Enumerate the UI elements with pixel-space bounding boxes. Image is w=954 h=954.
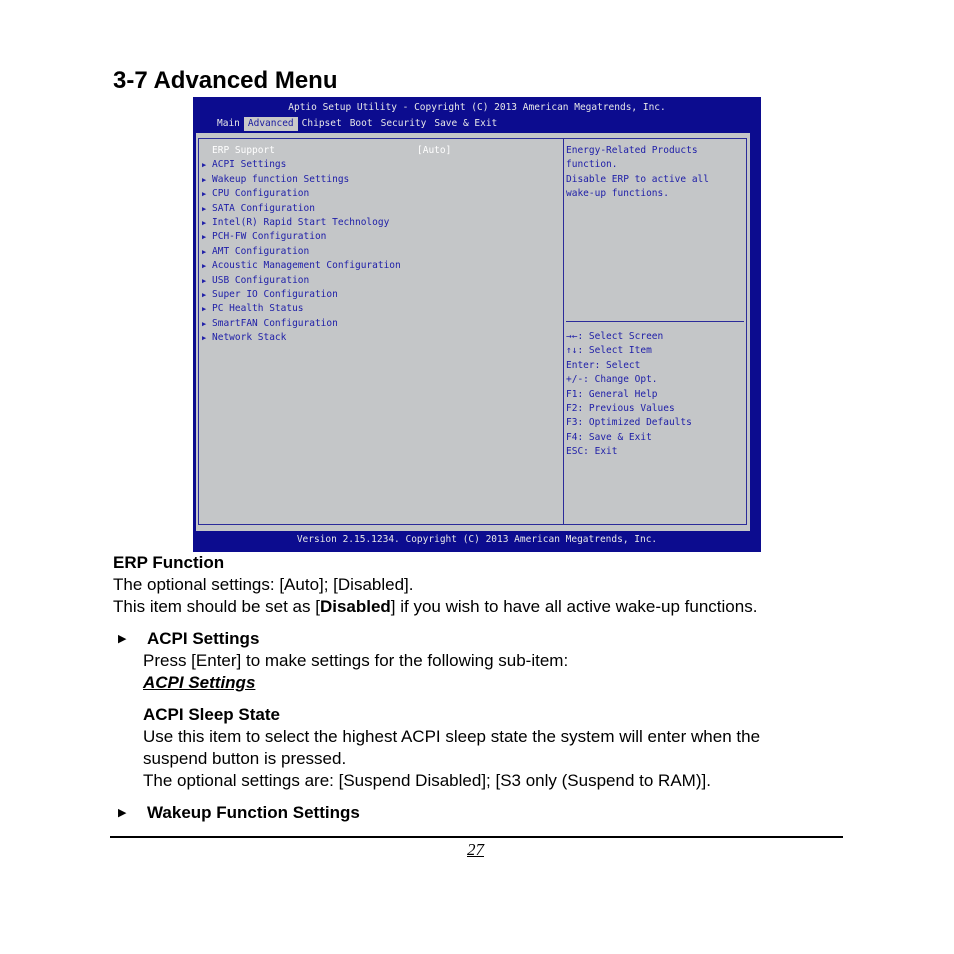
bios-menu-item[interactable] bbox=[202, 187, 451, 201]
bios-help-line: Energy-Related Products bbox=[566, 145, 698, 156]
submenu-arrow-icon: ▶ bbox=[202, 190, 207, 199]
erp-heading: ERP Function bbox=[113, 553, 225, 572]
bios-key-hint: ↑↓: Select Item bbox=[566, 345, 652, 357]
bios-key-legend bbox=[566, 330, 692, 460]
acpi-bullet-icon: ▶ bbox=[118, 633, 127, 645]
acpi-instruction-text: Press [Enter] to make settings for the following sub-item: bbox=[143, 651, 569, 670]
bios-menu-item[interactable] bbox=[202, 173, 451, 187]
bios-menu-item-label: PC Health Status bbox=[212, 303, 304, 315]
bios-key-hint: F1: General Help bbox=[566, 388, 658, 400]
bios-menu-item-label: Network Stack bbox=[212, 332, 287, 344]
bios-menu-item-label: Super IO Configuration bbox=[212, 288, 338, 300]
bios-help-text bbox=[566, 144, 709, 201]
bios-menu-item[interactable] bbox=[202, 144, 451, 158]
submenu-arrow-icon: ▶ bbox=[202, 290, 207, 299]
bios-menu-item-label: ACPI Settings bbox=[212, 159, 287, 171]
bios-menu-item-label: Acoustic Management Configuration bbox=[212, 260, 401, 272]
bios-menu-item-label: PCH-FW Configuration bbox=[212, 231, 327, 243]
bios-tab-bar bbox=[213, 117, 501, 131]
wakeup-bullet-icon: ▶ bbox=[118, 807, 127, 819]
bios-help-line: function. bbox=[566, 159, 618, 171]
acpi-sleep-text-1: Use this item to select the highest ACPI sleep state the system will enter when the bbox=[143, 727, 761, 746]
bios-menu-item-label: Intel(R) Rapid Start Technology bbox=[212, 216, 390, 228]
wakeup-heading: Wakeup Function Settings bbox=[147, 803, 360, 822]
bios-tab-boot[interactable]: Boot bbox=[349, 118, 373, 129]
bios-menu-item[interactable] bbox=[202, 230, 451, 244]
acpi-sleep-text-2: suspend button is pressed. bbox=[143, 749, 347, 768]
submenu-arrow-icon: ▶ bbox=[202, 262, 207, 271]
bios-key-hint: F3: Optimized Defaults bbox=[566, 417, 692, 429]
acpi-subtitle: ACPI Settings bbox=[143, 673, 256, 692]
page-number: 27 bbox=[467, 840, 484, 859]
acpi-heading: ACPI Settings bbox=[147, 629, 260, 648]
bios-help-line: Disable ERP to active all bbox=[566, 173, 709, 185]
bios-menu-item[interactable] bbox=[202, 288, 451, 302]
submenu-arrow-icon: ▶ bbox=[202, 161, 207, 170]
submenu-arrow-icon: ▶ bbox=[202, 276, 207, 285]
bios-key-hint: F2: Previous Values bbox=[566, 402, 675, 414]
bios-screenshot bbox=[193, 97, 761, 552]
page-title: 3-7 Advanced Menu bbox=[113, 67, 338, 94]
bios-menu-item[interactable] bbox=[202, 274, 451, 288]
bios-tab-save-exit[interactable]: Save & Exit bbox=[434, 118, 498, 129]
bios-menu-item[interactable] bbox=[202, 331, 451, 345]
bios-divider bbox=[563, 138, 564, 525]
submenu-arrow-icon: ▶ bbox=[202, 175, 207, 184]
submenu-arrow-icon: ▶ bbox=[202, 334, 207, 343]
bios-menu-item-label: SATA Configuration bbox=[212, 202, 315, 214]
spacer bbox=[202, 144, 212, 158]
bios-tab-main[interactable]: Main bbox=[217, 118, 240, 129]
submenu-arrow-icon: ▶ bbox=[202, 233, 207, 242]
bios-menu-item[interactable] bbox=[202, 202, 451, 216]
bios-menu-item-label: Wakeup function Settings bbox=[212, 173, 350, 185]
submenu-arrow-icon: ▶ bbox=[202, 247, 207, 256]
bios-menu-item[interactable] bbox=[202, 216, 451, 230]
bios-tab-chipset[interactable]: Chipset bbox=[301, 118, 342, 129]
bios-menu-item[interactable] bbox=[202, 317, 451, 331]
submenu-arrow-icon: ▶ bbox=[202, 319, 207, 328]
bios-main-panel bbox=[196, 133, 750, 531]
erp-recommendation-text: This item should be set as [Disabled] if you wish to have all active wake-up functions. bbox=[113, 597, 758, 616]
acpi-sleep-heading: ACPI Sleep State bbox=[143, 705, 280, 724]
footer-rule bbox=[110, 836, 843, 838]
bios-tab-advanced[interactable]: Advanced bbox=[244, 117, 298, 131]
submenu-arrow-icon: ▶ bbox=[202, 305, 207, 314]
bios-menu-item-label: CPU Configuration bbox=[212, 188, 310, 200]
bios-key-hint: →←: Select Screen bbox=[566, 331, 664, 342]
bios-menu-item-label: SmartFAN Configuration bbox=[212, 317, 338, 329]
bios-help-line: wake-up functions. bbox=[566, 187, 669, 199]
bios-menu-item-label: AMT Configuration bbox=[212, 245, 310, 257]
bios-menu-item-label: USB Configuration bbox=[212, 274, 310, 286]
bios-menu-item[interactable] bbox=[202, 259, 451, 273]
bios-key-hint: ESC: Exit bbox=[566, 446, 618, 458]
bios-key-hint: +/-: Change Opt. bbox=[566, 374, 658, 386]
submenu-arrow-icon: ▶ bbox=[202, 204, 207, 213]
submenu-arrow-icon: ▶ bbox=[202, 218, 207, 227]
bios-key-hint: F4: Save & Exit bbox=[566, 431, 652, 443]
bios-menu-item[interactable] bbox=[202, 302, 451, 316]
bios-key-hint: Enter: Select bbox=[566, 359, 641, 371]
erp-options-text: The optional settings: [Auto]; [Disabled]. bbox=[113, 575, 414, 594]
bios-help-separator bbox=[566, 321, 744, 322]
bios-title-bar: Aptio Setup Utility - Copyright (C) 2013 American Megatrends, Inc. bbox=[288, 102, 666, 113]
bios-menu-item[interactable] bbox=[202, 245, 451, 259]
bios-tab-security[interactable]: Security bbox=[380, 118, 427, 129]
bios-footer: Version 2.15.1234. Copyright (C) 2013 American Megatrends, Inc. bbox=[296, 534, 658, 545]
bios-item-list bbox=[202, 144, 451, 345]
bios-menu-item[interactable] bbox=[202, 158, 451, 172]
acpi-sleep-options: The optional settings are: [Suspend Disabled]; [S3 only (Suspend to RAM)]. bbox=[143, 771, 711, 790]
bios-menu-item-label: ERP Support bbox=[212, 145, 275, 156]
bios-menu-item-value[interactable]: [Auto] bbox=[417, 145, 452, 156]
